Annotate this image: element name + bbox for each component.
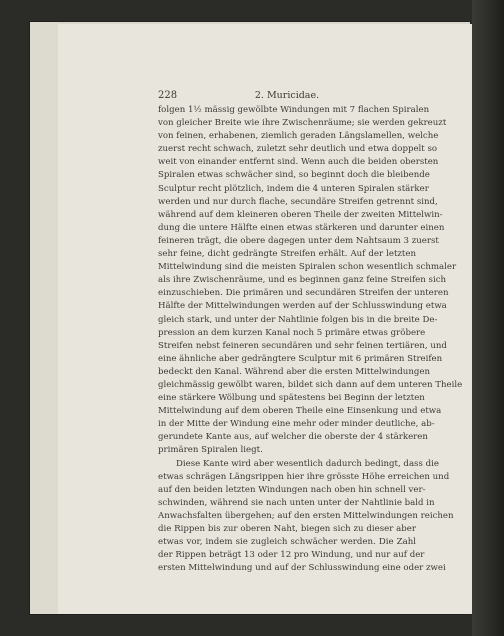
text-line: Anwachsfalten übergehen; auf den ersten Mittelwindungen reichen — [158, 510, 454, 521]
paragraph — [158, 104, 463, 458]
text-line: Diese Kante wird aber wesentlich dadurch bedingt, dass die — [176, 458, 439, 469]
text-line: Streifen nebst feineren secundären und sehr feinen tertiären, und — [158, 340, 447, 351]
paragraph — [158, 458, 454, 576]
text-line: feineren trägt, die obere dagegen unter dem Nahtsaum 3 zuerst — [158, 235, 439, 246]
text-line: von feinen, erhabenen, ziemlich geraden Längslamellen, welche — [158, 131, 439, 142]
text-line: auf den beiden letzten Windungen nach oben hin schnell ver- — [158, 484, 426, 495]
text-line: etwas vor, indem sie zugleich schwächer werden. Die Zahl — [158, 537, 416, 548]
text-line: als ihre Zwischenräume, und es beginnen ganz feine Streifen sich — [158, 275, 447, 286]
text-line: eine stärkere Wölbung und spätestens bei Beginn der letzten — [158, 393, 425, 404]
text-line: in der Mitte der Windung eine mehr oder minder deutliche, ab- — [158, 419, 435, 430]
text-line: gleich stark, und unter der Nahtlinie folgen bis in die breite De- — [158, 314, 438, 325]
text-line: Sculptur recht plötzlich, indem die 4 unteren Spiralen stärker — [158, 183, 429, 194]
text-line: die Rippen bis zur oberen Naht, biegen sich zu dieser aber — [158, 524, 416, 534]
text-line: Mittelwindung auf dem oberen Theile eine Einsenkung und etwa — [158, 406, 442, 417]
text-line: weit von einander entfernt sind. Wenn auch die beiden obersten — [158, 157, 439, 168]
text-line: werden und nur durch flache, secundäre Streifen getrennt sind, — [158, 196, 438, 207]
text-line: pression an dem kurzen Kanal noch 5 primäre etwas gröbere — [158, 327, 426, 338]
text-line: eine ähnliche aber gedrängtere Sculptur mit 6 primären Streifen — [158, 353, 443, 364]
text-line: von gleicher Breite wie ihre Zwischenräume; sie werden gekreuzt — [158, 118, 447, 129]
page-edges — [30, 22, 58, 614]
text-line: etwas schrägen Längsrippen hier ihre grösste Höhe erreichen und — [158, 471, 450, 482]
text-line: schwinden, während sie nach unten unter der Nahtlinie bald in — [158, 497, 435, 508]
text-line: ersten Mittelwindung und auf der Schlusswindung eine oder zwei — [158, 563, 446, 574]
text-line: der Rippen beträgt 13 oder 12 pro Windung, und nur auf der — [158, 550, 425, 561]
text-line: bedeckt den Kanal. Während aber die ersten Mittelwindungen — [158, 366, 430, 377]
running-head: 2. Muricidae. — [254, 90, 320, 101]
text-line: gerundete Kante aus, auf welcher die oberste der 4 stärkeren — [158, 432, 428, 443]
text-line: dung die untere Hälfte einen etwas stärkeren und darunter einen — [158, 222, 445, 233]
text-line: primären Spiralen liegt. — [158, 445, 263, 456]
text-line: Hälfte der Mittelwindungen werden auf der Schlusswindung etwa — [158, 301, 447, 312]
text-line: Spiralen etwas schwächer sind, so beginnt doch die bleibende — [158, 170, 430, 181]
text-line: Mittelwindung sind die meisten Spiralen schon wesentlich schmaler — [158, 262, 457, 273]
body-text — [158, 104, 463, 575]
text-line: während auf dem kleineren oberen Theile der zweiten Mittelwin- — [158, 209, 443, 220]
text-line: gleichmässig gewölbt waren, bildet sich dann auf dem unteren Theile — [158, 379, 463, 390]
text-line: zuerst recht schwach, zuletzt sehr deutlich und etwa doppelt so — [158, 144, 438, 155]
page-number: 228 — [158, 90, 178, 101]
background-edge — [472, 0, 504, 636]
text-line: folgen 1½ mässig gewölbte Windungen mit 7 flachen Spiralen — [158, 105, 430, 115]
text-line: sehr feine, dicht gedrängte Streifen erhält. Auf der letzten — [158, 249, 416, 260]
text-line: einzuschieben. Die primären und secundären Streifen der unteren — [158, 288, 449, 299]
